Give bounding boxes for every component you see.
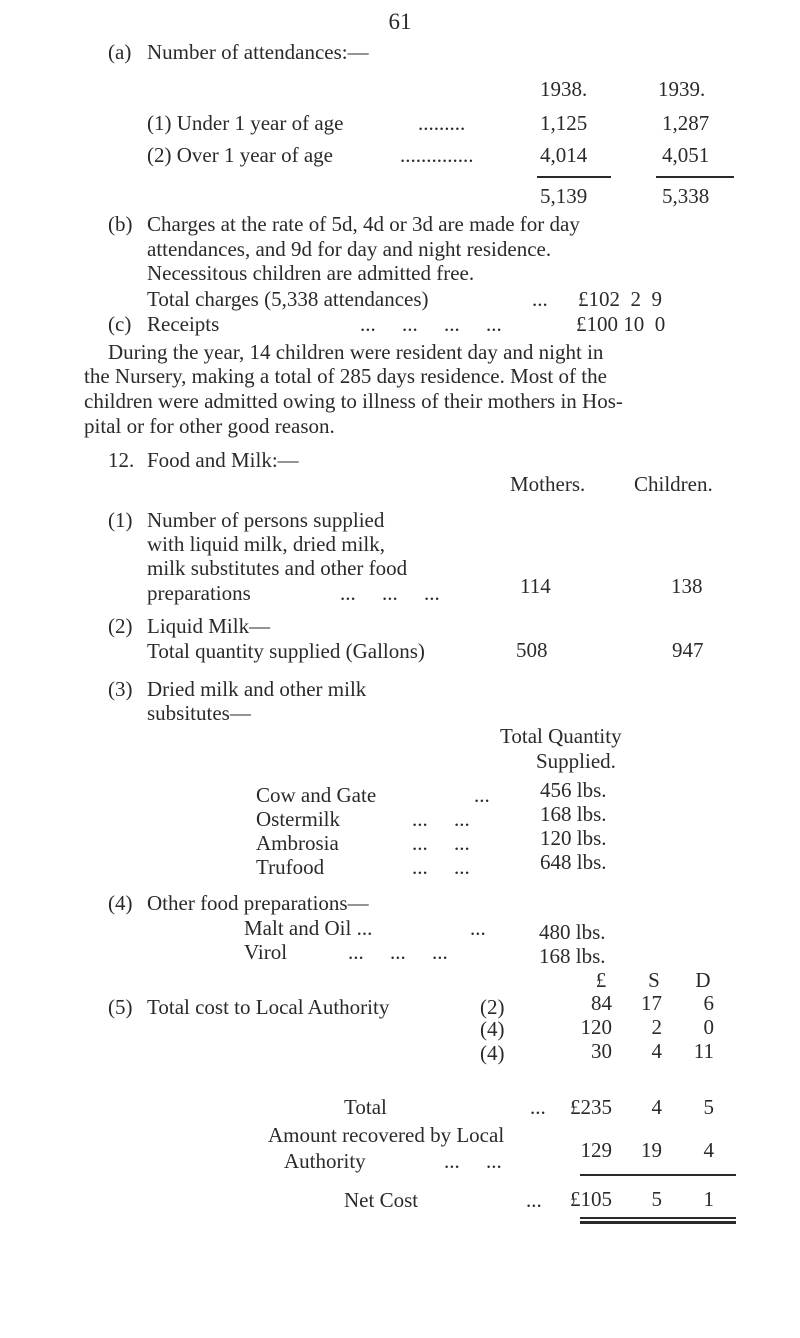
paragraph-line: the Nursery, making a total of 285 days residence. Most of the [84,364,607,388]
dried-milk-name: Ambrosia [256,831,339,855]
receipts-amount: £100 10 0 [576,312,666,336]
item2-mothers-value: 508 [516,638,548,662]
attendance-total-1938: 5,139 [540,184,588,208]
charges-total-amount: £102 2 9 [578,287,662,311]
receipts-leader: ... ... ... ... [360,312,502,336]
attendance-total-1939: 5,338 [662,184,710,208]
total-cost-label: Total cost to Local Authority [147,995,390,1019]
net-cost-rule [580,1174,736,1176]
dried-milk-qty: 168 lbs. [540,802,607,826]
item4-title: Other food preparations— [147,891,369,915]
total-rule-1939 [656,176,734,178]
section-title: Food and Milk:— [147,448,299,472]
net-pounds: £105 [570,1187,612,1211]
children-column-header: Children. [634,472,713,496]
dried-milk-name: Cow and Gate [256,783,377,807]
receipts-text: Receipts [147,312,220,336]
mothers-column-header: Mothers. [510,472,586,496]
cost-shillings: 2 [651,1015,662,1039]
cost-ref: (4) [480,1041,505,1065]
year-1939-header: 1939. [658,77,706,101]
food-prep-name: Virol [244,940,288,964]
charges-line: Necessitous children are admitted free. [147,261,475,285]
dried-milk-leader: ... ... [412,831,470,855]
food-prep-leader: ... ... ... [348,940,448,964]
cost-pounds: 30 [591,1039,612,1063]
item1-line: preparations [147,581,251,605]
net-cost-label: Net Cost [344,1188,419,1212]
charges-label: (b) [108,212,133,236]
attendance-row-leader: .............. [400,143,474,167]
paragraph-line: During the year, 14 children were resident day and night in [108,340,604,364]
paragraph-line: pital or for other good reason. [84,414,335,438]
recovered-pounds: 129 [580,1138,612,1162]
total-pence: 5 [703,1095,714,1119]
item-number: (1) [108,508,133,532]
charges-total-leader: ... [532,287,548,311]
attendance-row-leader: ......... [418,111,466,135]
dried-milk-leader: ... ... [412,855,470,879]
cost-ref: (2) [480,995,505,1019]
double-rule-bottom [580,1221,736,1224]
dried-milk-name: Trufood [256,855,325,879]
cost-pence: 6 [703,991,714,1015]
total-label: Total [344,1095,387,1119]
cost-pounds: 120 [580,1015,612,1039]
item3-line: Dried milk and other milk [147,677,367,701]
total-leader: ... [530,1095,546,1119]
food-prep-leader: ... [470,916,486,940]
item1-mothers-value: 114 [520,574,551,598]
recovered-leader: ... ... [444,1149,502,1173]
paragraph-line: children were admitted owing to illness of their mothers in Hos- [84,389,623,413]
item-number: (5) [108,995,133,1019]
recovered-shillings: 19 [641,1138,662,1162]
item1-leader: ... ... ... [340,581,440,605]
attendance-row-1939: 4,051 [662,143,710,167]
charges-line: Charges at the rate of 5d, 4d or 3d are made for day [147,212,580,236]
recovered-label: Authority [284,1149,366,1173]
attendances-title: Number of attendances:— [147,40,369,64]
item2-line: Liquid Milk— [147,614,271,638]
shillings-header: S [648,968,660,992]
item1-line: milk substitutes and other food [147,556,408,580]
dried-milk-qty: 648 lbs. [540,850,607,874]
item1-children-value: 138 [671,574,703,598]
item-number: (4) [108,891,133,915]
attendance-row-1939: 1,287 [662,111,710,135]
dried-milk-qty: 120 lbs. [540,826,607,850]
item2-children-value: 947 [672,638,704,662]
year-1938-header: 1938. [540,77,588,101]
cost-pence: 11 [693,1039,714,1063]
cost-ref: (4) [480,1017,505,1041]
supplied-header: Supplied. [536,749,616,773]
cost-shillings: 17 [641,991,662,1015]
pounds-header: £ [595,968,607,992]
page-number: 61 [388,9,412,34]
double-rule-top [580,1217,736,1219]
charges-total-label: Total charges (5,338 attendances) [147,287,429,311]
item-number: (2) [108,614,133,638]
cost-shillings: 4 [651,1039,662,1063]
food-prep-qty: 168 lbs. [539,944,606,968]
dried-milk-name: Ostermilk [256,807,340,831]
recovered-label: Amount recovered by Local [268,1123,505,1147]
net-cost-leader: ... [526,1188,542,1212]
total-quantity-header: Total Quantity [500,724,622,748]
item3-line: subsitutes— [147,701,251,725]
charges-line: attendances, and 9d for day and night residence. [147,237,552,261]
dried-milk-leader: ... [474,783,490,807]
pence-header: D [695,968,711,992]
cost-pence: 0 [703,1015,714,1039]
cost-pounds: 84 [591,991,612,1015]
attendance-row-1938: 4,014 [540,143,588,167]
item-number: (3) [108,677,133,701]
recovered-pence: 4 [703,1138,714,1162]
total-rule-1938 [537,176,611,178]
total-pounds: £235 [570,1095,612,1119]
net-pence: 1 [703,1187,714,1211]
food-prep-name: Malt and Oil ... [244,916,373,940]
food-prep-qty: 480 lbs. [539,920,606,944]
section-number: 12. [108,448,135,472]
attendance-row-label: (2) Over 1 year of age [147,143,333,167]
item1-line: with liquid milk, dried milk, [147,532,385,556]
dried-milk-qty: 456 lbs. [540,778,607,802]
net-shillings: 5 [651,1187,662,1211]
dried-milk-leader: ... ... [412,807,470,831]
item2-line: Total quantity supplied (Gallons) [147,639,425,663]
item1-line: Number of persons supplied [147,508,385,532]
attendance-row-1938: 1,125 [540,111,588,135]
attendance-row-label: (1) Under 1 year of age [147,111,344,135]
attendances-label: (a) [108,40,132,64]
receipts-label: (c) [108,312,132,336]
total-shillings: 4 [651,1095,662,1119]
